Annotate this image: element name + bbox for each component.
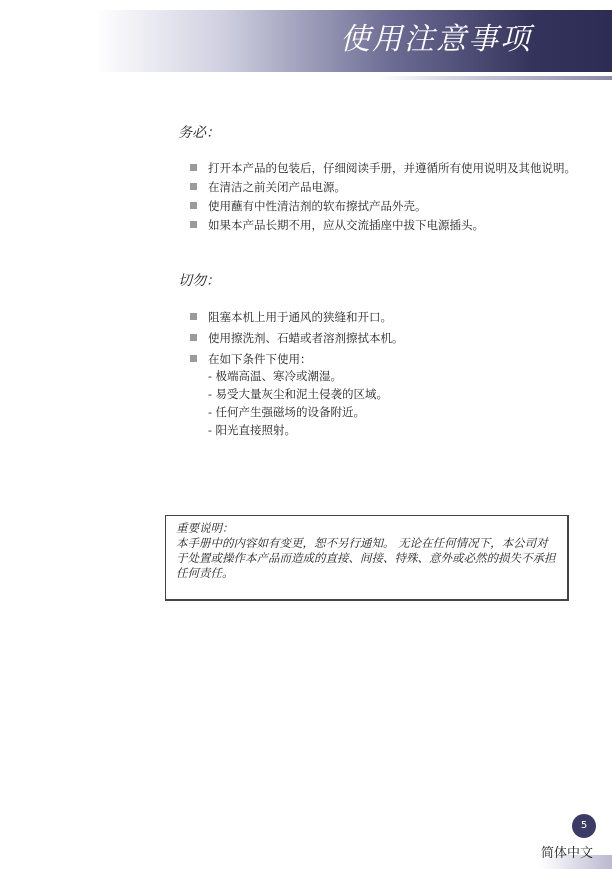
- bullet-square-icon: [190, 164, 197, 171]
- condition-item: - 阳光直接照射。: [208, 423, 297, 437]
- list-item: 使用擦洗剂、石蜡或者溶剂擦拭本机。: [190, 331, 590, 346]
- page-title: 使用注意事项: [340, 22, 532, 57]
- list-item: 打开本产品的包装后，仔细阅读手册，并遵循所有使用说明及其他说明。: [190, 161, 590, 176]
- bullet-square-icon: [190, 221, 197, 228]
- bullet-square-icon: [190, 313, 197, 320]
- header-divider: [380, 76, 612, 80]
- note-text: 本手册中的内容如有变更，恕不另行通知。 无论在任何情况下，本公司对于处置或操作本产品而造成的直接、间接、特殊、意外或必然的损失不承担任何责任。: [176, 536, 556, 580]
- language-label: 简体中文: [541, 846, 594, 861]
- conditions-list: [208, 369, 590, 438]
- dont-heading: 切勿：: [178, 273, 220, 289]
- list-item: 使用蘸有中性清洁剂的软布擦拭产品外壳。: [190, 199, 590, 214]
- list-item: 在清洁之前关闭产品电源。: [190, 180, 590, 195]
- bullet-square-icon: [190, 183, 197, 190]
- must-list: [190, 161, 590, 237]
- dont-list: [190, 310, 590, 442]
- list-item: 如果本产品长期不用，应从交流插座中拔下电源插头。: [190, 218, 590, 233]
- condition-item: - 易受大量灰尘和泥土侵袭的区域。: [208, 387, 389, 401]
- bullet-square-icon: [190, 334, 197, 341]
- important-note-box: [165, 515, 569, 601]
- bullet-square-icon: [190, 202, 197, 209]
- must-heading: 务必：: [178, 125, 220, 141]
- condition-item: - 任何产生强磁场的设备附近。: [208, 405, 366, 419]
- list-item: 在如下条件下使用： - 极端高温、寒冷或潮湿。 - 易受大量灰尘和泥土侵袭的区域。 - 任何产生强磁场的设备附近。 - 阳光直接照射。: [190, 352, 590, 438]
- page-number-badge: 5: [572, 814, 596, 838]
- bullet-square-icon: [190, 355, 197, 362]
- condition-item: - 极端高温、寒冷或潮湿。: [208, 369, 343, 383]
- list-item: 阻塞本机上用于通风的狭缝和开口。: [190, 310, 590, 325]
- note-title: 重要说明：: [176, 521, 234, 535]
